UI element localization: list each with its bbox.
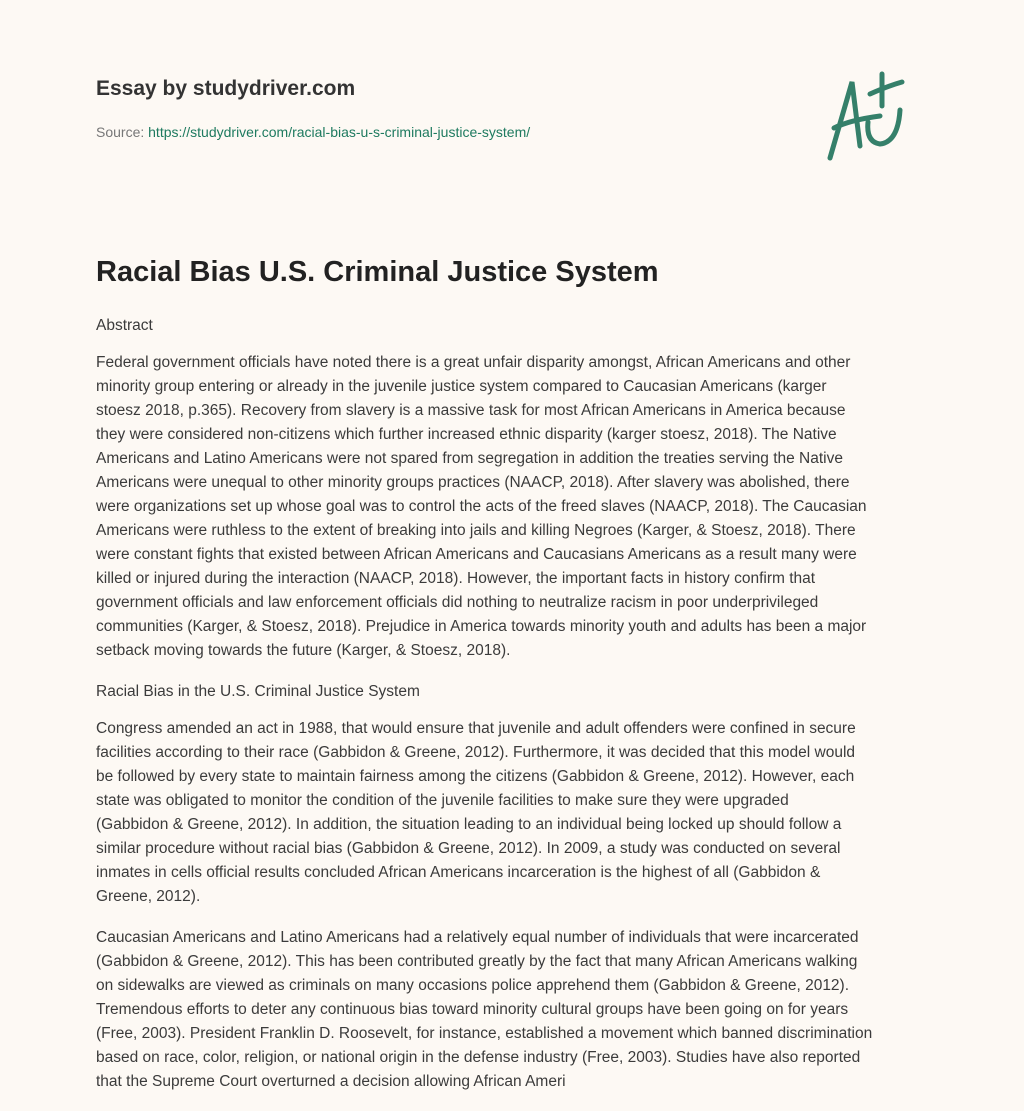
text-line: were organizations set up whose goal was to control the acts of the freed slaves (NAACP, 2018). The Caucasian bbox=[96, 498, 867, 515]
a-plus-logo-icon bbox=[820, 66, 930, 166]
site-brand: Essay by studydriver.com bbox=[96, 77, 356, 100]
text-line: (Free, 2003). President Franklin D. Roosevelt, for instance, established a movement which banned discrimination bbox=[96, 1025, 873, 1042]
text-line: Tremendous efforts to deter any continuous bias toward minority cultural groups have been going on for years bbox=[96, 1001, 849, 1018]
text-line: (Gabbidon & Greene, 2012). In addition, the situation leading to an individual being locked up should follow a bbox=[96, 816, 842, 833]
text-line: (Gabbidon & Greene, 2012). This has been contributed greatly by the fact that many African Americans walking bbox=[96, 953, 858, 970]
text-line: killed or injured during the interaction (NAACP, 2018). However, the important facts in history confirm that bbox=[96, 570, 816, 587]
text-line: Americans were unequal to other minority groups practices (NAACP, 2018). After slavery was abolished, there bbox=[96, 474, 850, 491]
text-line: state was obligated to monitor the condition of the juvenile facilities to make sure they were upgraded bbox=[96, 792, 789, 809]
source-label: Source: bbox=[96, 124, 149, 140]
section-heading: Racial Bias in the U.S. Criminal Justice System bbox=[96, 683, 420, 700]
text-line: Greene, 2012). bbox=[96, 888, 201, 905]
source-line bbox=[96, 124, 530, 140]
text-line: Americans and Latino Americans were not spared from segregation in addition the treaties serving the Native bbox=[96, 450, 843, 467]
section-heading: Abstract bbox=[96, 317, 153, 334]
text-line: were constant fights that existed between African Americans and Caucasians Americans as a result many were bbox=[96, 546, 857, 563]
text-line: setback moving towards the future (Karger, & Stoesz, 2018). bbox=[96, 642, 511, 659]
text-line: Caucasian Americans and Latino Americans had a relatively equal number of individuals that were incarcerated bbox=[96, 929, 859, 946]
text-line: communities (Karger, & Stoesz, 2018). Prejudice in America towards minority youth and adults has been a major bbox=[96, 618, 867, 635]
text-line: minority group entering or already in the juvenile justice system compared to Caucasian Americans (karger bbox=[96, 378, 827, 395]
text-line: inmates in cells official results concluded African Americans incarceration is the highest of all (Gabbidon & bbox=[96, 864, 821, 881]
text-line: similar procedure without racial bias (Gabbidon & Greene, 2012). In 2009, a study was conducted on several bbox=[96, 840, 841, 857]
text-line: on sidewalks are viewed as criminals on many occasions police apprehend them (Gabbidon & Greene, 2012). bbox=[96, 977, 850, 994]
text-line: Federal government officials have noted there is a great unfair disparity amongst, African Americans and other bbox=[96, 354, 851, 371]
essay-title: Racial Bias U.S. Criminal Justice System bbox=[96, 256, 659, 288]
text-line: based on race, color, religion, or national origin in the defense industry (Free, 2003). Studies have also reported bbox=[96, 1049, 861, 1066]
text-line: that the Supreme Court overturned a decision allowing African Ameri bbox=[96, 1073, 566, 1090]
text-line: stoesz 2018, p.365). Recovery from slavery is a massive task for most African Americans in America because bbox=[96, 402, 846, 419]
paragraph bbox=[96, 717, 936, 909]
text-line: government officials and law enforcement officials did nothing to neutralize racism in poor underprivileged bbox=[96, 594, 819, 611]
paragraph bbox=[96, 926, 936, 1094]
text-line: Americans were ruthless to the extent of breaking into jails and killing Negroes (Karger, & Stoesz, 2018). There bbox=[96, 522, 856, 539]
text-line: they were considered non-citizens which further increased ethnic disparity (karger stoesz, 2018). The Native bbox=[96, 426, 837, 443]
text-line: be followed by every state to maintain fairness among the citizens (Gabbidon & Greene, 2012). However, each bbox=[96, 768, 855, 785]
essay-body bbox=[96, 314, 936, 1111]
text-line: Congress amended an act in 1988, that would ensure that juvenile and adult offenders were confined in secure bbox=[96, 720, 856, 737]
text-line: facilities according to their race (Gabbidon & Greene, 2012). Furthermore, it was decided that this model would bbox=[96, 744, 856, 761]
source-link[interactable]: https://studydriver.com/racial-bias-u-s-criminal-justice-system/ bbox=[148, 124, 531, 140]
paragraph bbox=[96, 351, 936, 663]
